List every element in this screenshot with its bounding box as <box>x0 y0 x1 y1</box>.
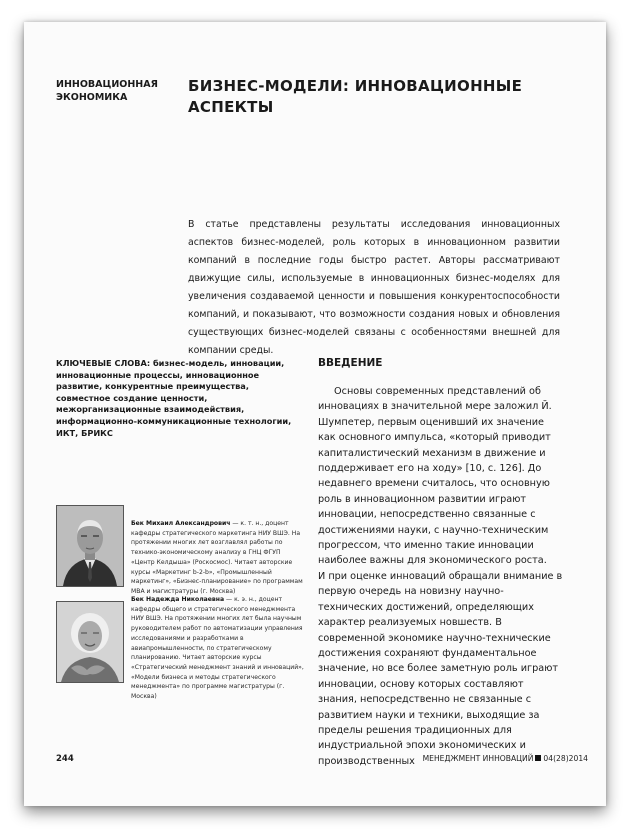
article-title-line-1: БИЗНЕС-МОДЕЛИ: ИННОВАЦИОННЫЕ <box>188 77 523 95</box>
author-photo-2 <box>56 601 124 683</box>
author-name-2: Бек Надежда Николаевна <box>131 596 225 603</box>
author-bio-text-1: — к. т. н., доцент кафедры стратегического маркетинга НИУ ВШЭ. На протяжении многих лет возглавлял работы по технико-экономическому анализу в ГНЦ ФГУП «Центр Келдыша» (Роскосмос). Читает авторские курсы «Маркетинг b-2-b», «Промышленный маркетинг», «Бизнес-планирование» по программам MBA и магистратуры (г. Москва) <box>131 520 303 595</box>
article-title <box>188 76 548 118</box>
author-photo-1 <box>56 505 124 587</box>
author-bio-1 <box>131 519 305 597</box>
intro-heading: ВВЕДЕНИЕ <box>318 357 383 369</box>
author-bio-2 <box>131 595 305 702</box>
abstract: В статье представлены результаты исследования инновационных аспектов бизнес-моделей, роль которых в инновационном развитии компаний в последние годы быстро растет. Авторы рассматривают движущие силы, используемые в инновационных бизнес-моделях для увеличения создаваемой ценности и повышения конкурентоспособности компаний, и показывают, что возможности создания новых и обновления существующих бизнес-моделей связаны с особенностями внешней для компании среды. <box>188 219 560 356</box>
section-label-line-1: ИННОВАЦИОННАЯ <box>56 79 158 90</box>
author-bio-text-2: — к. э. н., доцент кафедры общего и стратегического менеджмента НИУ ВШЭ. На протяжении многих лет была научным руководителем работ по автоматизации управления исследованиями и разработками в авиапромышленности, по стратегическому планированию. Читает авторские курсы «Стратегический менеджмент знаний и инноваций», «Модели бизнеса и методы стратегического менеджмента» по программе магистратуры (г. Москва) <box>131 596 304 701</box>
intro-body <box>318 384 564 769</box>
intro-paragraph-1: Основы современных представлений об инновациях в значительной мере заложил Й. Шумпетер, первым оценивший их значение как основного импульса, «который приводит капиталистический механизм в движение и поддерживает его на ходу» [10, с. 126]. До недавнего времени считалось, что основную роль в инновационном развитии играют инновации, непосредственно связанные с достижениями науки, с научно-техническим прогрессом, что именно такие инновации наиболее важны для экономического роста. <box>318 386 552 567</box>
journal-footer <box>423 754 588 763</box>
intro-paragraph-2: И при оценке инноваций обращали внимание в первую очередь на новизну научно-технических достижений, определяющих характер реализуемых новшеств. В современной экономике научно-технические достижения сохраняют фундаментальное значение, но все более заметную роль играют инновации, основу которых составляют знания, непосредственно не связанные с развитием науки и техники, выходящие за пределы решения традиционных для индустриальной эпохи экономических и производственных <box>318 570 563 767</box>
journal-name: МЕНЕДЖМЕНТ ИННОВАЦИЙ <box>422 754 534 763</box>
page-number: 244 <box>56 754 74 764</box>
journal-issue: 04(28)2014 <box>543 754 588 763</box>
square-icon <box>535 755 541 761</box>
section-label-line-2: ЭКОНОМИКА <box>56 92 128 103</box>
author-name-1: Бек Михаил Александрович <box>131 520 231 527</box>
keywords: КЛЮЧЕВЫЕ СЛОВА: бизнес-модель, инновации, инновационные процессы, инновационное развитие, конкурентные преимущества, совместное создание ценности, межорганизационные взаимодействия, информационно-коммуникационные технологии, ИКТ, БРИКС <box>56 358 292 438</box>
section-label <box>56 78 176 104</box>
article-title-line-2: АСПЕКТЫ <box>188 98 274 116</box>
